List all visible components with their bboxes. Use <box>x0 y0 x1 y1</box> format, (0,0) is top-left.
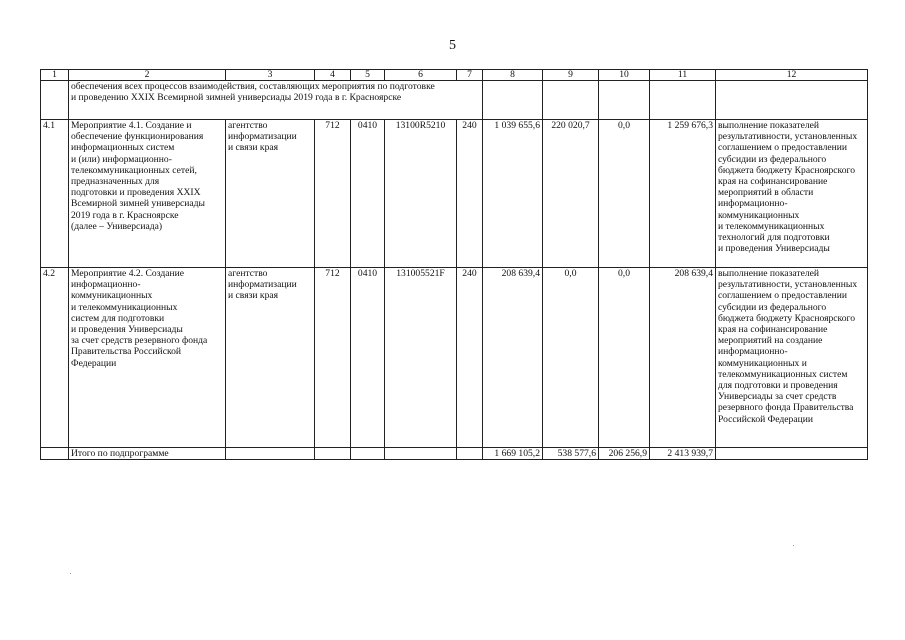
scan-speck <box>793 545 794 546</box>
amount-year-3: 0,0 <box>599 268 650 448</box>
csr-code: 131005521F <box>385 268 457 448</box>
total-row <box>41 448 868 460</box>
rzpr-code: 0410 <box>351 268 385 448</box>
amount-year-2: 220 020,7 <box>543 120 599 268</box>
amount-year-2: 0,0 <box>543 268 599 448</box>
header-cell: 1 <box>41 70 69 81</box>
header-cell: 7 <box>457 70 483 81</box>
row-number: 4.2 <box>41 268 69 448</box>
header-row <box>41 70 868 81</box>
header-cell: 6 <box>385 70 457 81</box>
intro-row <box>41 81 868 120</box>
measure-name: Мероприятие 4.2. Создание информационно- коммуникационных и телекоммуникационных систем для подготовки и проведения Универсиады за счет средств резервного фонда Правительства Российской Федерации <box>69 268 226 448</box>
executor: агентство информатизации и связи края <box>226 120 315 268</box>
amount-year-1: 1 039 655,6 <box>483 120 543 268</box>
vr-code: 240 <box>457 268 483 448</box>
header-cell: 4 <box>315 70 351 81</box>
rzpr-code: 0410 <box>351 120 385 268</box>
header-cell: 11 <box>650 70 716 81</box>
table-row <box>41 268 868 448</box>
header-cell: 9 <box>543 70 599 81</box>
total-label: Итого по подпрограмме <box>69 448 226 460</box>
amount-year-1: 208 639,4 <box>483 268 543 448</box>
executor: агентство информатизации и связи края <box>226 268 315 448</box>
measure-name: Мероприятие 4.1. Создание и обеспечение функционирования информационных систем и (или) информационно- телекоммуникационных сетей, предназначенных для подготовки и проведения XXIX Всемирной зимней универсиады 2019 года в г. Красноярске (далее – Универсиада) <box>69 120 226 268</box>
csr-code: 13100R5210 <box>385 120 457 268</box>
grbs-code: 712 <box>315 268 351 448</box>
row-number: 4.1 <box>41 120 69 268</box>
amount-total: 208 639,4 <box>650 268 716 448</box>
header-cell: 3 <box>226 70 315 81</box>
table-row <box>41 120 868 268</box>
amount-year-3: 0,0 <box>599 120 650 268</box>
header-cell: 8 <box>483 70 543 81</box>
header-cell: 2 <box>69 70 226 81</box>
header-cell: 5 <box>351 70 385 81</box>
header-cell: 10 <box>599 70 650 81</box>
intro-text: обеспечения всех процессов взаимодействия, составляющих мероприятия по подготовке и проведению XXIX Всемирной зимней универсиады 2019 года в г. Красноярске <box>69 81 483 120</box>
expected-result: выполнение показателей результативности, установленных соглашением о предоставлении субсидии из федерального бюджета бюджету Красноярского края на софинансирование мероприятий в области информационно- коммуникационных и телекоммуникационных технологий для подготовки и проведения Универсиады <box>716 120 868 268</box>
total-year-2: 538 577,6 <box>543 448 599 460</box>
scan-speck <box>70 573 71 574</box>
amount-total: 1 259 676,3 <box>650 120 716 268</box>
header-cell: 12 <box>716 70 868 81</box>
total-year-3: 206 256,9 <box>599 448 650 460</box>
vr-code: 240 <box>457 120 483 268</box>
total-year-1: 1 669 105,2 <box>483 448 543 460</box>
page-number: 5 <box>449 38 456 53</box>
total-sum: 2 413 939,7 <box>650 448 716 460</box>
grbs-code: 712 <box>315 120 351 268</box>
expected-result: выполнение показателей результативности, установленных соглашением о предоставлении субсидии из федерального бюджета бюджету Красноярского края на софинансирование мероприятий на создание информационно- коммуникационных и телекоммуникационных систем для подготовки и проведения Универсиады за счет средств резервного фонда Правительства Российской Федерации <box>716 268 868 448</box>
subprogram-table <box>40 69 868 460</box>
